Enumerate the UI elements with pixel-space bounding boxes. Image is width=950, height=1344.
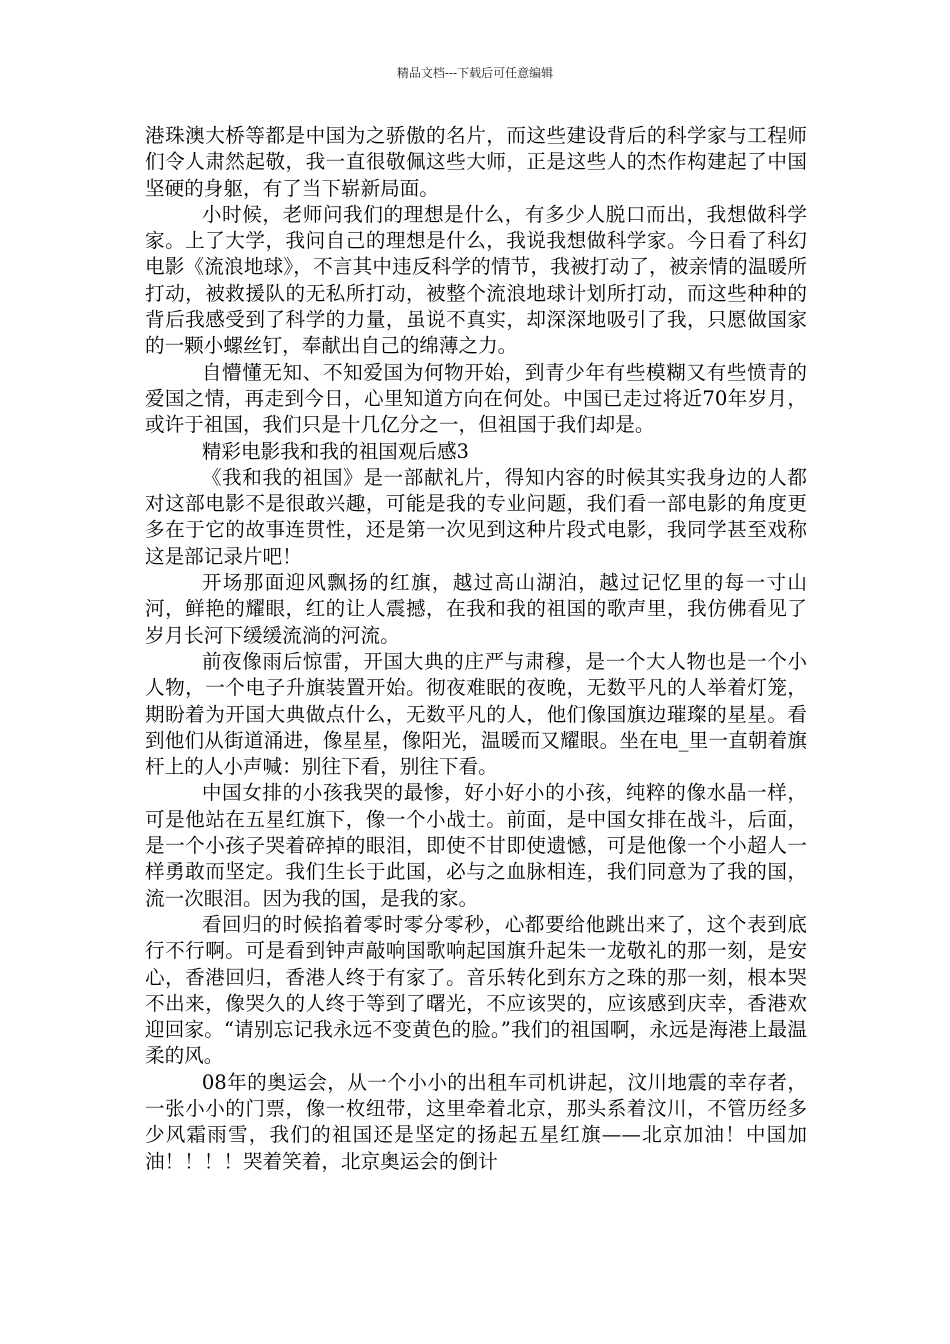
section-heading: 精彩电影我和我的祖国观后感3 xyxy=(201,439,470,463)
paragraph: 《我和我的祖国》是一部献礼片，得知内容的时候其实我身边的人都对这部电影不是很敢兴趣，可能是我的专业问题，我们看一部电影的角度更多在于它的故事连贯性，还是第一次见到这种片段式电影，我同学甚至戏称这是部记录片吧！ xyxy=(145,465,807,568)
paragraph-continuation: 港珠澳大桥等都是中国为之骄傲的名片，而这些建设背后的科学家与工程师们令人肃然起敬，我一直很敬佩这些大师，正是这些人的杰作构建起了中国坚硬的身躯，有了当下崭新局面。 xyxy=(145,124,807,200)
paragraph: 前夜像雨后惊雷，开国大典的庄严与肃穆，是一个大人物也是一个小人物，一个电子升旗装置开始。彻夜难眠的夜晚，无数平凡的人举着灯笼，期盼着为开国大典做点什么，无数平凡的人，他们像国旗边璀璨的星星。看到他们从街道涌进，像星星，像阳光，温暖而又耀眼。坐在电_里一直朝着旗杆上的人小声喊：别往下看，别往下看。 xyxy=(145,649,807,779)
paragraph: 自懵懂无知、不知爱国为何物开始，到青少年有些模糊又有些愤青的爱国之情，再走到今日，心里知道方向在何处。中国已走过将近70年岁月，或许于祖国，我们只是十几亿分之一，但祖国于我们却是。 xyxy=(145,360,807,437)
paragraph: 中国女排的小孩我哭的最惨，好小好小的小孩，纯粹的像水晶一样，可是他站在五星红旗下，像一个小战士。前面，是中国女排在战斗，后面，是一个小孩子哭着碎掉的眼泪，即使不甘即使遗憾，可是他像一个小超人一样勇敢而坚定。我们生长于此国，必与之血脉相连，我们同意为了我的国，流一次眼泪。因为我的国，是我的家。 xyxy=(145,781,807,910)
paragraph: 08年的奥运会，从一个小小的出租车司机讲起，汶川地震的幸存者，一张小小的门票，像一枚纽带，这里牵着北京，那头系着汶川，不管历经多少风霜雨雪，我们的祖国还是坚定的扬起五星红旗——北京加油！中国加油！！！！哭着笑着，北京奥运会的倒计 xyxy=(145,1070,807,1173)
paragraph: 小时候，老师问我们的理想是什么，有多少人脱口而出，我想做科学家。上了大学，我问自己的理想是什么，我说我想做科学家。今日看了科幻电影《流浪地球》，不言其中违反科学的情节，我被打动了，被亲情的温暖所打动，被救援队的无私所打动，被整个流浪地球计划所打动，而这些种种的背后我感受到了科学的力量，虽说不真实，却深深地吸引了我，只愿做国家的一颗小螺丝钉，奉献出自己的绵薄之力。 xyxy=(145,202,807,358)
paragraph: 看回归的时候掐着零时零分零秒，心都要给他跳出来了，这个表到底行不行啊。可是看到钟声敲响国歌响起国旗升起朱一龙敬礼的那一刻，是安心，香港回归，香港人终于有家了。音乐转化到东方之珠的那一刻，根本哭不出来，像哭久的人终于等到了曙光，不应该哭的，应该感到庆幸，香港欢迎回家。“请别忘记我永远不变黄色的脸。”我们的祖国啊，永远是海港上最温柔的风。 xyxy=(145,912,807,1068)
page-header: 精品文档---下载后可任意编辑 xyxy=(396,66,554,80)
document-body xyxy=(145,123,807,1175)
paragraph: 开场那面迎风飘扬的红旗，越过高山湖泊，越过记忆里的每一寸山河，鲜艳的耀眼，红的让人震撼，在我和我的祖国的歌声里，我仿佛看见了岁月长河下缓缓流淌的河流。 xyxy=(145,571,807,647)
